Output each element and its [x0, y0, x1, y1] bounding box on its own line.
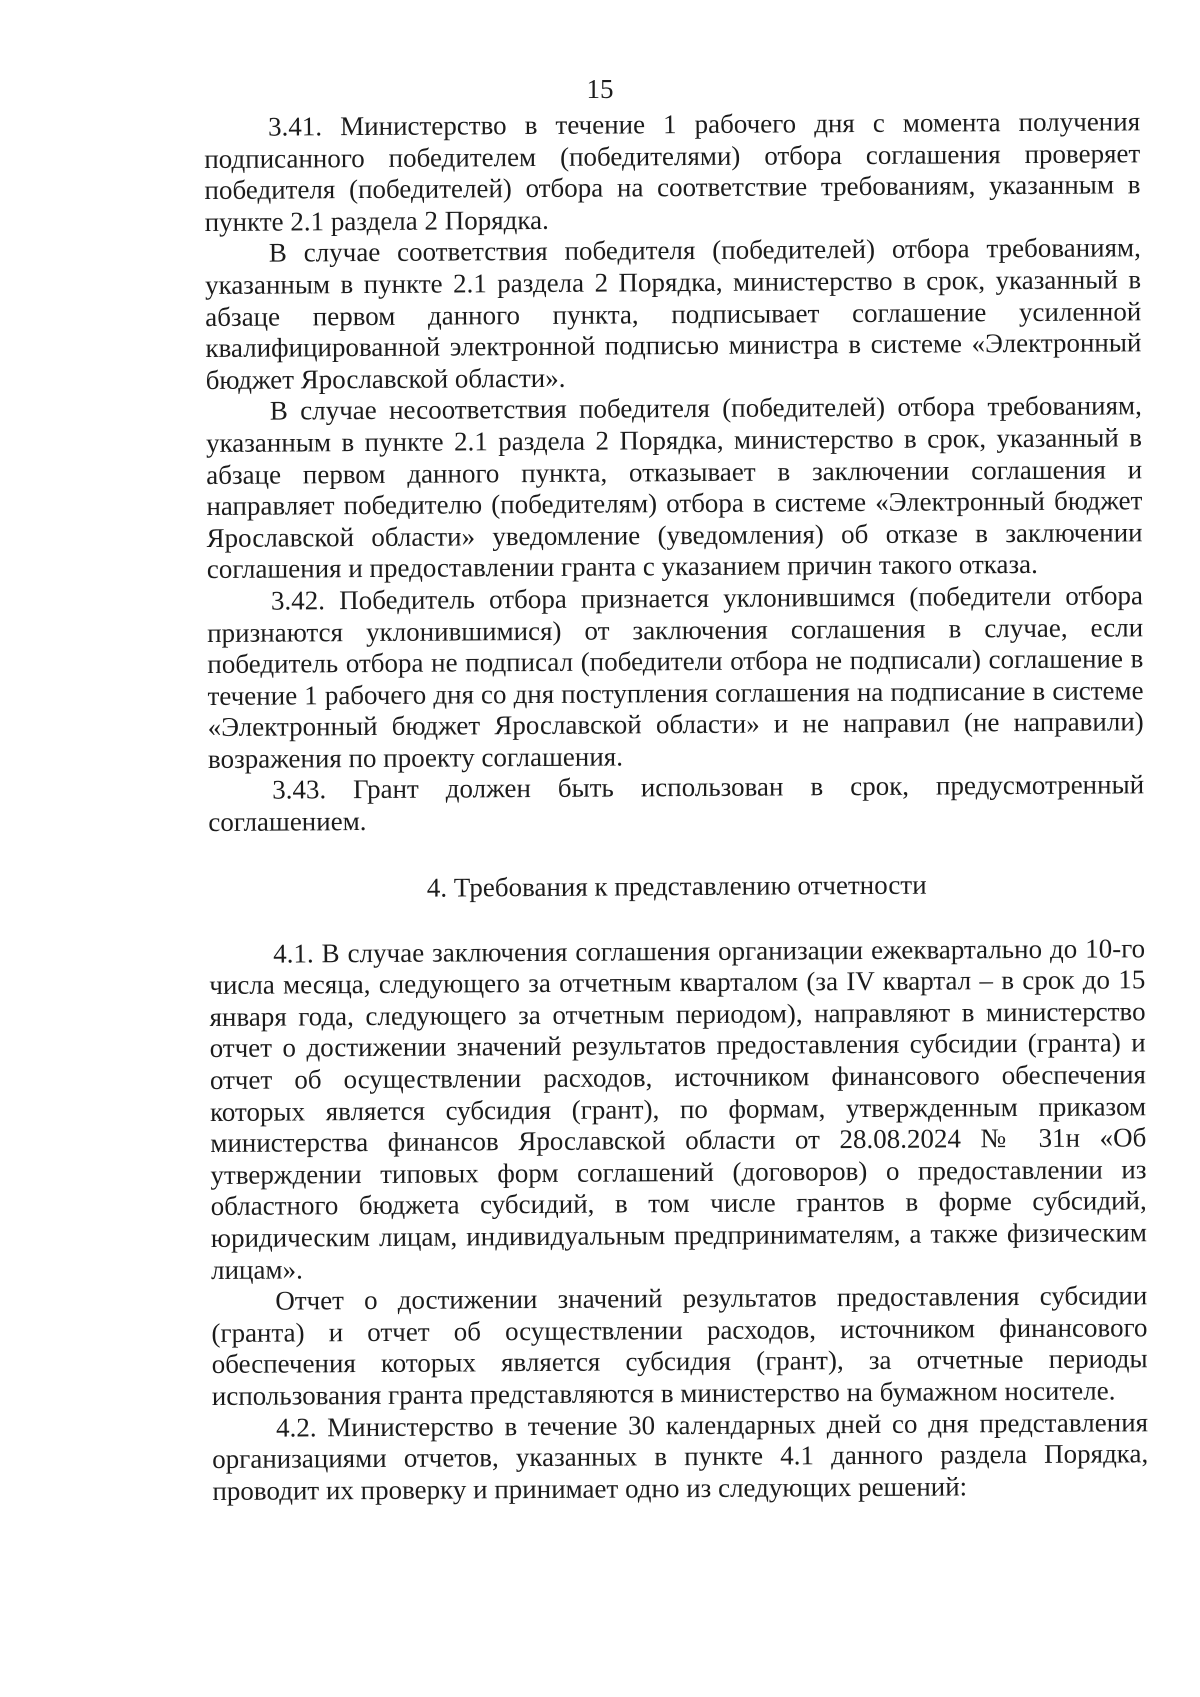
page-number: 15 — [586, 74, 614, 104]
document-body — [204, 106, 1149, 1507]
paragraph-noncompliance-case: В случае несоответствия победителя (победителей) отбора требованиям, указанным в пункте 2.1 раздела 2 Порядка, министерство в срок, указанный в абзаце первом данного пункта, отказывает в заключении соглашения и направляет победителю (победителям) отбора в системе «Электронный бюджет Ярославской области» уведомление (уведомления) об отказе в заключении соглашения и предоставлении гранта с указанием причин такого отказа. — [205, 390, 1143, 585]
paragraph-compliance-case: В случае соответствия победителя (победителей) отбора требованиям, указанным в пункте 2.1 раздела 2 Порядка, министерство в срок, указанный в абзаце первом данного пункта, подписывает соглашение усиленной квалифицированной электронной подписью министра в системе «Электронный бюджет Ярославской области». — [204, 232, 1142, 395]
paragraph-3-42: 3.42. Победитель отбора признается уклонившимся (победители отбора признаются уклонившимися) от заключения соглашения в случае, если победитель отбора не подписал (победители отбора не подписали) соглашение в течение 1 рабочего дня со дня поступления соглашения на подписание в системе «Электронный бюджет Ярославской области» и не направил (не направили) возражения по проекту соглашения. — [207, 580, 1144, 774]
paragraph-4-2: 4.2. Министерство в течение 30 календарных дней со дня представления организациями отчетов, указанных в пункте 4.1 данного раздела Порядка, проводит их проверку и принимает одно из следующих решений: — [212, 1406, 1149, 1506]
paragraph-4-1: 4.1. В случае заключения соглашения организации ежеквартально до 10-го числа месяца, следующего за отчетным кварталом (за IV квартал – в срок до 15 января года, следующего за отчетным периодом), направляют в министерство отчет о достижении значений результатов предоставления субсидии (гранта) и отчет об осуществлении расходов, источником финансового обеспечения которых является субсидия (грант), по формам, утвержденным приказом министерства финансов Ярославской области от 28.08.2024 № 31н «Об утверждении типовых форм соглашений (договоров) о предоставлении из областного бюджета субсидий, в том числе грантов в форме субсидий, юридическим лицам, индивидуальным предпринимателям, а также физическим лицам». — [209, 932, 1147, 1285]
paragraph-report-paper: Отчет о достижении значений результатов предоставления субсидии (гранта) и отчет об осуществлении расходов, источником финансового обеспечения которых является субсидия (грант), за отчетные периоды использования гранта представляются в министерство на бумажном носителе. — [211, 1280, 1148, 1411]
paragraph-3-41: 3.41. Министерство в течение 1 рабочего дня с момента получения подписанного победителем (победителями) отбора соглашения проверяет победителя (победителей) отбора на соответствие требованиям, указанным в пункте 2.1 раздела 2 Порядка. — [204, 106, 1141, 237]
section-heading: 4. Требования к представлению отчетности — [426, 869, 927, 903]
paragraph-3-43: 3.43. Грант должен быть использован в срок, предусмотренный соглашением. — [208, 769, 1145, 838]
